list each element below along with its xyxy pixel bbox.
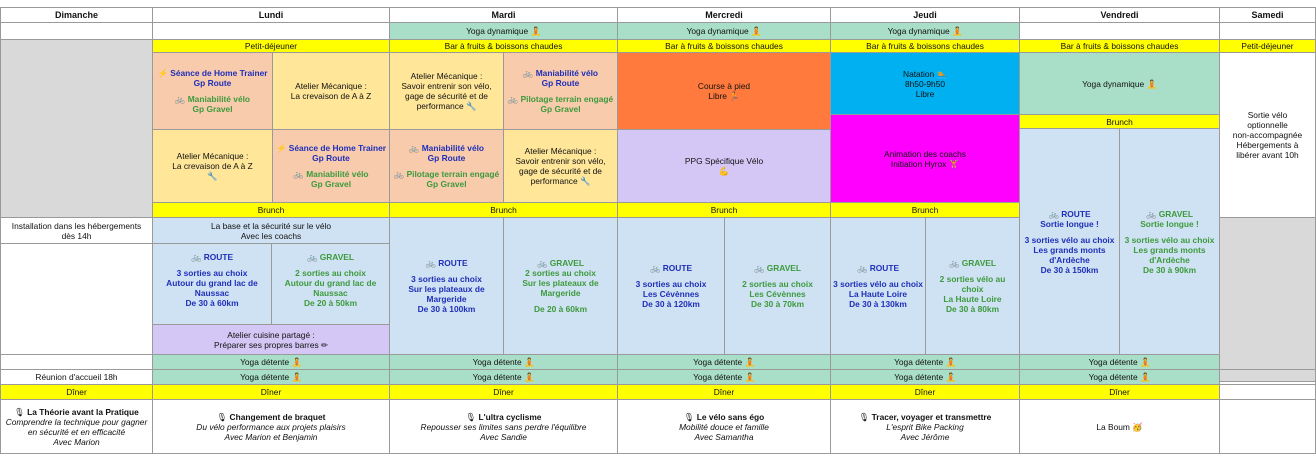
route-distance: De 30 à 100km bbox=[417, 304, 476, 314]
route-distance: De 30 à 80km bbox=[945, 304, 1000, 314]
maniabilite-tuesday-2 bbox=[389, 129, 504, 203]
route-detail: Les Cévènnes bbox=[642, 289, 700, 299]
bar-fruits-wednesday bbox=[617, 39, 831, 53]
header-saturday bbox=[1219, 7, 1316, 23]
header-wednesday bbox=[617, 7, 831, 23]
diner-wednesday bbox=[617, 384, 831, 400]
activity-desc: performance bbox=[416, 101, 464, 111]
talk-wednesday bbox=[617, 399, 831, 454]
yoga-detente-thursday bbox=[830, 354, 1020, 370]
saturday-empty bbox=[1219, 217, 1316, 382]
diner-sunday bbox=[0, 384, 153, 400]
yoga-icon: 🧘 bbox=[523, 372, 535, 382]
route-detail: Margeride bbox=[540, 288, 581, 298]
activity-desc: Hébergements à bbox=[1236, 140, 1299, 150]
talk-sunday bbox=[0, 399, 153, 454]
bike-icon: 🚲 bbox=[190, 252, 202, 262]
yoga-icon: 🧘 bbox=[744, 372, 755, 382]
gravel-wednesday bbox=[724, 217, 831, 355]
group-label: ROUTE bbox=[1061, 208, 1091, 219]
activity-label: Yoga détente bbox=[472, 372, 522, 382]
activity-desc: Préparer ses propres barres bbox=[213, 339, 319, 350]
route-detail: d'Ardèche bbox=[1149, 254, 1190, 265]
meal-label: Bar à fruits & boissons chaudes bbox=[1060, 41, 1179, 51]
activity-label: Yoga détente bbox=[472, 357, 522, 367]
bike-icon: 🚲 bbox=[293, 169, 304, 179]
talk-subtitle: Du vélo performance aux projets plaisirs bbox=[196, 421, 346, 432]
activity-title: Maniabilité vélo bbox=[187, 94, 251, 104]
bike-icon: 🚲 bbox=[393, 169, 405, 179]
group-label: Gp Route bbox=[312, 153, 350, 163]
boum-friday bbox=[1019, 399, 1220, 454]
activity-desc: Initiation Hyrox bbox=[890, 158, 947, 169]
route-detail: 2 sorties au choix bbox=[295, 268, 366, 278]
route-detail: Naussac bbox=[313, 288, 348, 298]
activity-title: Sortie vélo bbox=[1247, 110, 1288, 120]
bike-icon: 🚲 bbox=[408, 143, 420, 153]
route-detail: La Haute Loire bbox=[943, 294, 1002, 304]
microphone-icon: 🎙 bbox=[858, 411, 870, 422]
activity-desc: Savoir entrenir son vélo, bbox=[515, 156, 606, 166]
activity-desc: non-accompagnée bbox=[1232, 130, 1303, 140]
yoga-detente-friday-2 bbox=[1019, 369, 1220, 385]
activity-title: Pilotage terrain engagé bbox=[406, 169, 500, 179]
group-label: ROUTE bbox=[662, 263, 693, 273]
route-detail: 3 sorties vélo au choix bbox=[1124, 234, 1215, 245]
route-wednesday bbox=[617, 217, 725, 355]
sunday-morning-empty bbox=[0, 39, 153, 218]
activity-title: Maniabilité vélo bbox=[421, 143, 485, 153]
route-monday bbox=[152, 243, 272, 325]
talk-speaker: Avec Jérôme bbox=[900, 431, 950, 442]
meal-label: Dîner bbox=[66, 387, 87, 397]
empty-cell bbox=[0, 354, 153, 370]
route-friday bbox=[1019, 128, 1120, 355]
brunch-thursday bbox=[830, 202, 1020, 218]
atelier-mecanique-monday-2 bbox=[152, 129, 273, 203]
route-detail: Les grands monts bbox=[1133, 244, 1206, 255]
group-label: Gp Gravel bbox=[540, 104, 581, 114]
diner-thursday bbox=[830, 384, 1020, 400]
group-label: GRAVEL bbox=[319, 252, 355, 262]
activity-desc: Libre bbox=[708, 91, 727, 101]
activity-title: Atelier cuisine partagé : bbox=[227, 329, 315, 340]
activity-desc: gage de sécurité et de bbox=[519, 166, 602, 176]
meal-label: Dîner bbox=[713, 387, 735, 397]
route-tuesday bbox=[389, 217, 504, 355]
group-label: ROUTE bbox=[438, 258, 468, 268]
meal-label: Dîner bbox=[914, 387, 936, 397]
group-label: ROUTE bbox=[869, 263, 900, 273]
activity-title: Séance de Home Trainer bbox=[170, 68, 268, 78]
route-detail: 3 sorties vélo au choix bbox=[1024, 234, 1115, 245]
empty-cell bbox=[1219, 369, 1316, 385]
activity-title: Séance de Home Trainer bbox=[288, 143, 387, 153]
yoga-detente-tuesday-2 bbox=[389, 369, 618, 385]
diner-monday bbox=[152, 384, 390, 400]
talk-title: Changement de braquet bbox=[229, 411, 326, 422]
header-monday bbox=[152, 7, 390, 23]
group-label: Gp Gravel bbox=[192, 104, 233, 114]
brunch-tuesday bbox=[389, 202, 618, 218]
group-label: GRAVEL bbox=[1158, 208, 1194, 219]
wrench-icon: 🔧 bbox=[207, 171, 218, 181]
route-detail: Autour du grand lac de bbox=[284, 278, 377, 288]
activity-title: Atelier Mécanique : bbox=[524, 146, 597, 156]
day-label: Dimanche bbox=[54, 10, 98, 20]
route-distance: De 30 à 120km bbox=[642, 299, 700, 309]
activity-title: Pilotage terrain engagé bbox=[520, 94, 614, 104]
activity-label: Yoga dynamique bbox=[686, 26, 749, 36]
talk-speaker: Avec Sandie bbox=[480, 431, 527, 442]
route-distance: De 30 à 130km bbox=[849, 299, 907, 309]
talk-subtitle: Repousser ses limites sans perdre l'équilibre bbox=[420, 421, 587, 432]
fitness-icon: 🏋 bbox=[948, 158, 960, 169]
activity-label: Yoga détente bbox=[894, 372, 944, 382]
yoga-detente-monday-2 bbox=[152, 369, 390, 385]
meal-label: Brunch bbox=[911, 205, 939, 215]
route-detail: d'Ardèche bbox=[1049, 254, 1090, 265]
route-subtitle: Sortie longue ! bbox=[1040, 218, 1099, 229]
bike-icon: 🚲 bbox=[1145, 208, 1157, 219]
yoga-detente-wednesday bbox=[617, 354, 831, 370]
empty-cell bbox=[1019, 22, 1220, 40]
talk-title: L'ultra cyclisme bbox=[478, 411, 542, 422]
route-detail: 3 sorties au choix bbox=[635, 279, 707, 289]
meal-label: Brunch bbox=[1106, 116, 1133, 127]
activity-desc: libérer avant 10h bbox=[1236, 150, 1299, 160]
yoga-detente-wednesday-2 bbox=[617, 369, 831, 385]
group-label: Gp Gravel bbox=[310, 179, 352, 189]
activity-label: Yoga détente bbox=[693, 372, 743, 382]
header-thursday bbox=[830, 7, 1020, 23]
header-tuesday bbox=[389, 7, 618, 23]
talk-subtitle: L'esprit Bike Packing bbox=[886, 421, 964, 432]
petit-dejeuner-saturday bbox=[1219, 39, 1316, 53]
bike-icon: 🚲 bbox=[174, 94, 186, 104]
talk-speaker: Avec Marion bbox=[53, 436, 100, 447]
installation-sunday bbox=[0, 217, 153, 244]
group-label: GRAVEL bbox=[766, 263, 802, 273]
group-label: GRAVEL bbox=[961, 258, 997, 268]
route-distance: De 20 à 50km bbox=[303, 298, 358, 308]
yoga-dynamique-thursday bbox=[830, 22, 1020, 40]
route-distance: De 20 à 60km bbox=[533, 304, 588, 314]
reunion-sunday bbox=[0, 369, 153, 385]
gravel-monday bbox=[271, 243, 390, 325]
meal-label: Dîner bbox=[493, 387, 514, 397]
header-friday bbox=[1019, 7, 1220, 23]
talk-subtitle: Mobilité douce et famille bbox=[679, 421, 769, 432]
activity-desc: La crevaison de A à Z bbox=[172, 161, 253, 171]
route-detail: Les grands monts bbox=[1033, 244, 1106, 255]
talk-title: Tracer, voyager et transmettre bbox=[871, 411, 992, 422]
route-detail: Sur les plateaux de bbox=[408, 284, 485, 294]
bike-icon: 🚲 bbox=[425, 258, 436, 268]
talk-speaker: Avec Samantha bbox=[694, 431, 754, 442]
empty-cell bbox=[152, 22, 390, 40]
yoga-icon: 🧘 bbox=[750, 26, 762, 36]
group-label: Gp Route bbox=[427, 153, 466, 163]
talk-thursday bbox=[830, 399, 1020, 454]
activity-title: La base et la sécurité sur le vélo bbox=[210, 220, 332, 231]
meal-label: Brunch bbox=[257, 205, 285, 215]
group-label: Gp Route bbox=[193, 78, 232, 88]
route-detail: La Haute Loire bbox=[848, 289, 908, 299]
empty-cell bbox=[1219, 399, 1316, 454]
wrench-icon: 🔧 bbox=[465, 101, 477, 111]
yoga-detente-monday bbox=[152, 354, 390, 370]
route-detail: 3 sorties vélo au choix bbox=[833, 279, 923, 289]
activity-title: Course à pied bbox=[697, 81, 751, 91]
pencil-icon: ✏ bbox=[321, 339, 329, 350]
talk-title: La Théorie avant la Pratique bbox=[27, 406, 139, 417]
swim-icon: 🏊 bbox=[936, 68, 947, 79]
empty-cell bbox=[1219, 22, 1316, 40]
party-icon: 🥳 bbox=[1132, 421, 1143, 432]
activity-title: Atelier Mécanique : bbox=[410, 71, 483, 81]
day-label: Mercredi bbox=[705, 10, 743, 20]
route-detail: Naussac bbox=[194, 288, 230, 298]
runner-icon: 🏃 bbox=[729, 91, 740, 101]
activity-label: Yoga dynamique bbox=[466, 26, 529, 36]
yoga-dynamique-wednesday bbox=[617, 22, 831, 40]
atelier-mecanique-monday bbox=[272, 52, 390, 130]
route-detail: Les Cévènnes bbox=[749, 289, 806, 299]
meal-label: Brunch bbox=[490, 205, 517, 215]
activity-label: Yoga détente bbox=[894, 357, 944, 367]
bike-icon: 🚲 bbox=[306, 252, 318, 262]
group-label: Gp Gravel bbox=[426, 179, 467, 189]
activity-label: Yoga détente bbox=[693, 357, 743, 367]
gravel-friday bbox=[1119, 128, 1220, 355]
route-detail: 2 sorties vélo au choix bbox=[939, 274, 1006, 294]
day-label: Samedi bbox=[1251, 10, 1284, 20]
yoga-icon: 🧘 bbox=[945, 372, 956, 382]
sortie-optionnelle-saturday bbox=[1219, 52, 1316, 218]
activity-desc: optionnelle bbox=[1247, 120, 1288, 130]
route-detail: 2 sorties au choix bbox=[742, 279, 813, 289]
header-sunday bbox=[0, 7, 153, 23]
microphone-icon: 🎙 bbox=[683, 411, 695, 422]
natation-thursday bbox=[830, 52, 1020, 115]
talk-tuesday bbox=[389, 399, 618, 454]
meal-label: Petit-déjeuner bbox=[1241, 41, 1294, 51]
bike-icon: 🚲 bbox=[1048, 208, 1059, 219]
ppg-wednesday bbox=[617, 129, 831, 203]
activity-desc: Avec les coachs bbox=[240, 230, 302, 241]
empty-cell bbox=[0, 22, 153, 40]
brunch-friday bbox=[1019, 114, 1220, 129]
activity-title: Natation bbox=[903, 68, 935, 79]
group-label: GRAVEL bbox=[549, 258, 585, 268]
meal-label: Dîner bbox=[260, 387, 282, 397]
route-detail: Sur les plateaux de bbox=[522, 278, 599, 288]
yoga-icon: 🧘 bbox=[1139, 372, 1151, 382]
day-label: Jeudi bbox=[913, 10, 937, 20]
activity-title: Atelier Mécanique : bbox=[176, 151, 249, 161]
gravel-thursday bbox=[925, 217, 1020, 355]
yoga-icon: 🧘 bbox=[945, 357, 956, 367]
yoga-icon: 🧘 bbox=[1139, 357, 1151, 367]
home-trainer-monday-2 bbox=[272, 129, 390, 203]
activity-time: dès 14h bbox=[61, 230, 92, 241]
yoga-dynamique-tuesday bbox=[389, 22, 618, 40]
microphone-icon: 🎙 bbox=[465, 411, 477, 422]
brunch-wednesday bbox=[617, 202, 831, 218]
course-a-pied-wednesday bbox=[617, 52, 831, 130]
activity-time: 8h50-9h50 bbox=[904, 78, 946, 89]
meal-label: Bar à fruits & boissons chaudes bbox=[665, 41, 783, 51]
activity-desc: Savoir entrenir son vélo, bbox=[401, 81, 492, 91]
yoga-icon: 🧘 bbox=[291, 372, 302, 382]
route-detail: 3 sorties au choix bbox=[176, 268, 248, 278]
base-securite-monday bbox=[152, 217, 390, 244]
talk-subtitle: en sécurité et en efficacité bbox=[27, 426, 126, 437]
bar-fruits-thursday bbox=[830, 39, 1020, 53]
group-label: Gp Route bbox=[541, 78, 580, 88]
activity-desc: gage de sécurité et de bbox=[405, 91, 488, 101]
lightning-icon: ⚡ bbox=[275, 143, 287, 153]
yoga-dynamique-friday bbox=[1019, 52, 1220, 115]
day-label: Lundi bbox=[258, 10, 284, 20]
activity-label: Yoga détente bbox=[240, 357, 290, 367]
route-detail: Margeride bbox=[426, 294, 467, 304]
bike-icon: 🚲 bbox=[649, 263, 661, 273]
yoga-detente-friday bbox=[1019, 354, 1220, 370]
yoga-icon: 🧘 bbox=[291, 357, 302, 367]
bike-icon: 🚲 bbox=[753, 263, 765, 273]
talk-speaker: Avec Marion et Benjamin bbox=[224, 431, 318, 442]
atelier-mecanique-tuesday-2 bbox=[503, 129, 618, 203]
diner-tuesday bbox=[389, 384, 618, 400]
yoga-icon: 🧘 bbox=[530, 26, 541, 36]
route-subtitle: Sortie longue ! bbox=[1140, 218, 1199, 229]
lightning-icon: ⚡ bbox=[157, 68, 168, 78]
activity-title: Atelier Mécanique : bbox=[295, 81, 367, 91]
meal-label: Bar à fruits & boissons chaudes bbox=[866, 41, 984, 51]
activity-label: Yoga dynamique bbox=[887, 26, 950, 36]
bar-fruits-tuesday bbox=[389, 39, 618, 53]
meal-label: Brunch bbox=[710, 205, 738, 215]
muscle-icon: 💪 bbox=[718, 166, 730, 176]
yoga-icon: 🧘 bbox=[523, 357, 535, 367]
activity-title: PPG Spécifique Vélo bbox=[684, 156, 764, 166]
activity-title: Installation dans les hébergements bbox=[11, 220, 142, 231]
activity-title: Réunion d'accueil 18h bbox=[35, 372, 118, 382]
route-distance: De 30 à 90km bbox=[1142, 264, 1197, 275]
meal-label: Bar à fruits & boissons chaudes bbox=[444, 41, 563, 51]
bike-icon: 🚲 bbox=[536, 258, 548, 268]
route-distance: De 30 à 70km bbox=[750, 299, 805, 309]
route-thursday bbox=[830, 217, 926, 355]
brunch-monday bbox=[152, 202, 390, 218]
day-label: Vendredi bbox=[1100, 10, 1139, 20]
group-label: ROUTE bbox=[203, 252, 234, 262]
route-distance: De 30 à 150km bbox=[1040, 264, 1099, 275]
activity-desc: performance bbox=[530, 176, 578, 186]
activity-title: Maniabilité vélo bbox=[535, 68, 599, 78]
atelier-mecanique-tuesday bbox=[389, 52, 504, 130]
route-detail: Autour du grand lac de bbox=[166, 278, 258, 288]
activity-title: Animation des coachs bbox=[884, 148, 966, 159]
microphone-icon: 🎙 bbox=[14, 406, 25, 417]
maniabilite-tuesday bbox=[503, 52, 618, 130]
activity-title: La Boum bbox=[1096, 421, 1130, 432]
wrench-icon: 🔧 bbox=[579, 176, 591, 186]
talk-title: Le vélo sans égo bbox=[696, 411, 765, 422]
activity-label: Yoga dynamique bbox=[1082, 78, 1145, 89]
empty-cell bbox=[0, 243, 153, 355]
bike-icon: 🚲 bbox=[856, 263, 868, 273]
activity-desc: Libre bbox=[915, 88, 935, 99]
talk-monday bbox=[152, 399, 390, 454]
route-detail: 3 sorties au choix bbox=[411, 274, 482, 284]
atelier-cuisine-monday bbox=[152, 324, 390, 355]
activity-label: Yoga détente bbox=[1088, 372, 1138, 382]
diner-friday bbox=[1019, 384, 1220, 400]
meal-label: Petit-déjeuner bbox=[244, 41, 298, 51]
activity-label: Yoga détente bbox=[240, 372, 290, 382]
yoga-detente-thursday-2 bbox=[830, 369, 1020, 385]
activity-title: Maniabilité vélo bbox=[306, 169, 369, 179]
day-label: Mardi bbox=[491, 10, 516, 20]
meal-label: Dîner bbox=[1109, 387, 1130, 397]
gravel-tuesday bbox=[503, 217, 618, 355]
home-trainer-monday bbox=[152, 52, 273, 130]
yoga-icon: 🧘 bbox=[951, 26, 963, 36]
bar-fruits-friday bbox=[1019, 39, 1220, 53]
activity-label: Yoga détente bbox=[1088, 357, 1138, 367]
bike-icon: 🚲 bbox=[948, 258, 960, 268]
petit-dejeuner-monday bbox=[152, 39, 390, 53]
yoga-icon: 🧘 bbox=[744, 357, 755, 367]
empty-cell bbox=[1219, 384, 1316, 400]
route-distance: De 30 à 60km bbox=[185, 298, 239, 308]
route-detail: 2 sorties au choix bbox=[525, 268, 596, 278]
microphone-icon: 🎙 bbox=[216, 411, 228, 422]
animation-coachs-thursday bbox=[830, 114, 1020, 203]
yoga-icon: 🧘 bbox=[1146, 78, 1157, 89]
talk-subtitle: Comprendre la technique pour gagner bbox=[5, 416, 148, 427]
activity-desc: La crevaison de A à Z bbox=[290, 91, 372, 101]
yoga-detente-tuesday bbox=[389, 354, 618, 370]
bike-icon: 🚲 bbox=[507, 94, 519, 104]
bike-icon: 🚲 bbox=[522, 68, 534, 78]
